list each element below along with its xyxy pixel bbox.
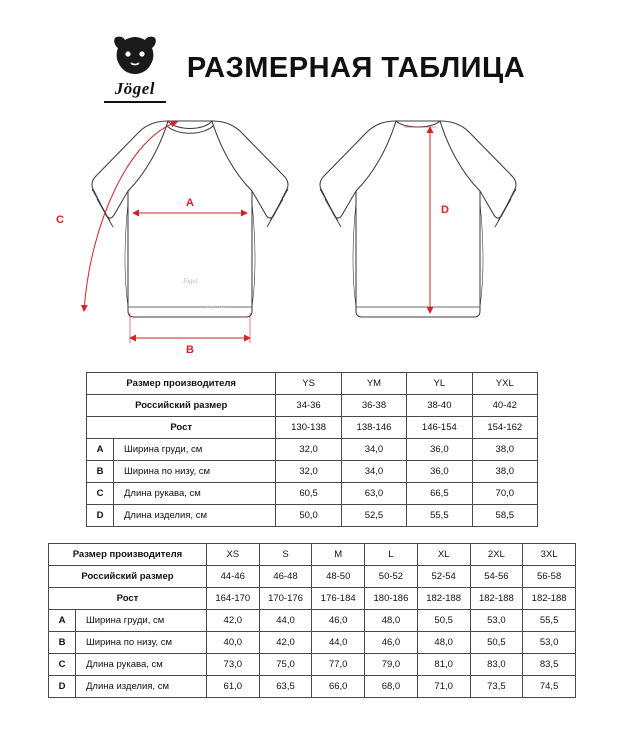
adult-cell-0-5: 54-56 bbox=[470, 566, 523, 588]
measure-label-d: D bbox=[441, 204, 449, 216]
adult-cell-2-5: 53,0 bbox=[470, 610, 523, 632]
youth-cell-4-2: 66,5 bbox=[407, 483, 472, 505]
adult-cell-0-3: 50-52 bbox=[365, 566, 418, 588]
back-view bbox=[320, 121, 516, 317]
adult-cell-0-6: 56-58 bbox=[523, 566, 576, 588]
measure-label-a: A bbox=[186, 197, 194, 209]
youth-cell-2-3: 38,0 bbox=[472, 439, 537, 461]
adult-size-xl: XL bbox=[417, 544, 470, 566]
adult-size-s: S bbox=[259, 544, 312, 566]
table-adult-sizes bbox=[48, 543, 576, 698]
adult-size-m: M bbox=[312, 544, 365, 566]
adult-cell-1-1: 170-176 bbox=[259, 588, 312, 610]
adult-cell-2-3: 48,0 bbox=[365, 610, 418, 632]
adult-cell-4-2: 77,0 bbox=[312, 654, 365, 676]
youth-row-key-3: B bbox=[87, 461, 114, 483]
adult-row-label-2: Ширина груди, см bbox=[76, 610, 207, 632]
adult-cell-4-3: 79,0 bbox=[365, 654, 418, 676]
adult-cell-5-1: 63,5 bbox=[259, 676, 312, 698]
table-row bbox=[49, 676, 576, 698]
adult-cell-5-0: 61,0 bbox=[206, 676, 259, 698]
size-tables bbox=[0, 372, 624, 698]
table-row bbox=[87, 461, 538, 483]
youth-cell-5-1: 52,5 bbox=[341, 505, 406, 527]
youth-cell-0-0: 34-36 bbox=[276, 395, 341, 417]
youth-cell-1-2: 146-154 bbox=[407, 417, 472, 439]
youth-cell-5-3: 58,5 bbox=[472, 505, 537, 527]
adult-header-label: Размер производителя bbox=[49, 544, 207, 566]
table-row bbox=[87, 395, 538, 417]
table-row bbox=[87, 417, 538, 439]
brand-name: Jögel bbox=[114, 79, 155, 98]
bull-logo-icon bbox=[107, 34, 163, 78]
table-row bbox=[87, 373, 538, 395]
youth-row-label-4: Длина рукава, см bbox=[114, 483, 276, 505]
table-row bbox=[49, 610, 576, 632]
youth-cell-3-3: 38,0 bbox=[472, 461, 537, 483]
table-row bbox=[87, 439, 538, 461]
adult-size-3xl: 3XL bbox=[523, 544, 576, 566]
adult-cell-3-3: 46,0 bbox=[365, 632, 418, 654]
table-row bbox=[87, 483, 538, 505]
youth-row-key-4: C bbox=[87, 483, 114, 505]
adult-cell-5-4: 71,0 bbox=[417, 676, 470, 698]
adult-cell-4-0: 73,0 bbox=[206, 654, 259, 676]
youth-cell-4-1: 63,0 bbox=[341, 483, 406, 505]
youth-row-label-2: Ширина груди, см bbox=[114, 439, 276, 461]
adult-cell-1-0: 164-170 bbox=[206, 588, 259, 610]
youth-row-label-3: Ширина по низу, см bbox=[114, 461, 276, 483]
youth-size-ym: YM bbox=[341, 373, 406, 395]
adult-row-key-2: A bbox=[49, 610, 76, 632]
youth-cell-1-0: 130-138 bbox=[276, 417, 341, 439]
adult-cell-4-1: 75,0 bbox=[259, 654, 312, 676]
adult-cell-2-4: 50,5 bbox=[417, 610, 470, 632]
adult-row-label-1: Рост bbox=[49, 588, 207, 610]
youth-cell-4-0: 60,5 bbox=[276, 483, 341, 505]
adult-cell-2-1: 44,0 bbox=[259, 610, 312, 632]
youth-cell-5-2: 55,5 bbox=[407, 505, 472, 527]
youth-row-label-0: Российский размер bbox=[87, 395, 276, 417]
adult-cell-5-2: 66,0 bbox=[312, 676, 365, 698]
front-view bbox=[92, 121, 288, 317]
youth-header-label: Размер производителя bbox=[87, 373, 276, 395]
adult-cell-3-5: 50,5 bbox=[470, 632, 523, 654]
adult-cell-5-5: 73,5 bbox=[470, 676, 523, 698]
youth-cell-0-3: 40-42 bbox=[472, 395, 537, 417]
adult-row-key-3: B bbox=[49, 632, 76, 654]
adult-cell-1-2: 176-184 bbox=[312, 588, 365, 610]
table-row bbox=[49, 544, 576, 566]
table-row bbox=[87, 505, 538, 527]
adult-cell-0-0: 44-46 bbox=[206, 566, 259, 588]
adult-cell-0-1: 46-48 bbox=[259, 566, 312, 588]
adult-cell-3-6: 53,0 bbox=[523, 632, 576, 654]
table-row bbox=[49, 654, 576, 676]
adult-row-label-3: Ширина по низу, см bbox=[76, 632, 207, 654]
youth-cell-2-2: 36,0 bbox=[407, 439, 472, 461]
garment-hem-mark: jogel.com bbox=[206, 304, 226, 309]
adult-cell-0-2: 48-50 bbox=[312, 566, 365, 588]
table-spacer bbox=[0, 527, 624, 543]
youth-row-label-1: Рост bbox=[87, 417, 276, 439]
page-header bbox=[0, 0, 624, 103]
youth-cell-1-3: 154-162 bbox=[472, 417, 537, 439]
youth-size-yl: YL bbox=[407, 373, 472, 395]
page-title: РАЗМЕРНАЯ ТАБЛИЦА bbox=[186, 52, 526, 84]
youth-size-yxl: YXL bbox=[472, 373, 537, 395]
adult-cell-3-1: 42,0 bbox=[259, 632, 312, 654]
adult-cell-1-3: 180-186 bbox=[365, 588, 418, 610]
adult-cell-5-3: 68,0 bbox=[365, 676, 418, 698]
table-row bbox=[49, 632, 576, 654]
adult-size-xs: XS bbox=[206, 544, 259, 566]
adult-row-label-4: Длина рукава, см bbox=[76, 654, 207, 676]
adult-row-key-5: D bbox=[49, 676, 76, 698]
adult-size-l: L bbox=[365, 544, 418, 566]
garment-diagram bbox=[0, 103, 624, 368]
adult-row-key-4: C bbox=[49, 654, 76, 676]
adult-cell-0-4: 52-54 bbox=[417, 566, 470, 588]
youth-cell-0-2: 38-40 bbox=[407, 395, 472, 417]
youth-cell-1-1: 138-146 bbox=[341, 417, 406, 439]
adult-cell-1-6: 182-188 bbox=[523, 588, 576, 610]
adult-cell-4-6: 83,5 bbox=[523, 654, 576, 676]
adult-cell-5-6: 74,5 bbox=[523, 676, 576, 698]
adult-cell-4-5: 83,0 bbox=[470, 654, 523, 676]
garment-diagram-svg bbox=[0, 103, 624, 368]
adult-row-label-5: Длина изделия, см bbox=[76, 676, 207, 698]
youth-cell-3-1: 34,0 bbox=[341, 461, 406, 483]
measure-label-c: C bbox=[56, 214, 64, 226]
youth-row-label-5: Длина изделия, см bbox=[114, 505, 276, 527]
table-row bbox=[49, 566, 576, 588]
youth-cell-2-0: 32,0 bbox=[276, 439, 341, 461]
adult-cell-2-6: 55,5 bbox=[523, 610, 576, 632]
adult-cell-1-5: 182-188 bbox=[470, 588, 523, 610]
garment-chest-logo: Jögel bbox=[182, 277, 198, 285]
youth-cell-0-1: 36-38 bbox=[341, 395, 406, 417]
brand-logo bbox=[99, 34, 171, 103]
adult-size-2xl: 2XL bbox=[470, 544, 523, 566]
youth-cell-2-1: 34,0 bbox=[341, 439, 406, 461]
youth-cell-3-0: 32,0 bbox=[276, 461, 341, 483]
adult-cell-4-4: 81,0 bbox=[417, 654, 470, 676]
youth-size-ys: YS bbox=[276, 373, 341, 395]
youth-cell-5-0: 50,0 bbox=[276, 505, 341, 527]
adult-cell-2-2: 46,0 bbox=[312, 610, 365, 632]
adult-row-label-0: Российский размер bbox=[49, 566, 207, 588]
youth-cell-4-3: 70,0 bbox=[472, 483, 537, 505]
adult-cell-3-4: 48,0 bbox=[417, 632, 470, 654]
adult-cell-2-0: 42,0 bbox=[206, 610, 259, 632]
adult-cell-3-2: 44,0 bbox=[312, 632, 365, 654]
table-youth-sizes bbox=[86, 372, 538, 527]
youth-cell-3-2: 36,0 bbox=[407, 461, 472, 483]
adult-cell-1-4: 182-188 bbox=[417, 588, 470, 610]
youth-row-key-5: D bbox=[87, 505, 114, 527]
measure-label-b: B bbox=[186, 344, 194, 356]
adult-cell-3-0: 40,0 bbox=[206, 632, 259, 654]
youth-row-key-2: A bbox=[87, 439, 114, 461]
table-row bbox=[49, 588, 576, 610]
